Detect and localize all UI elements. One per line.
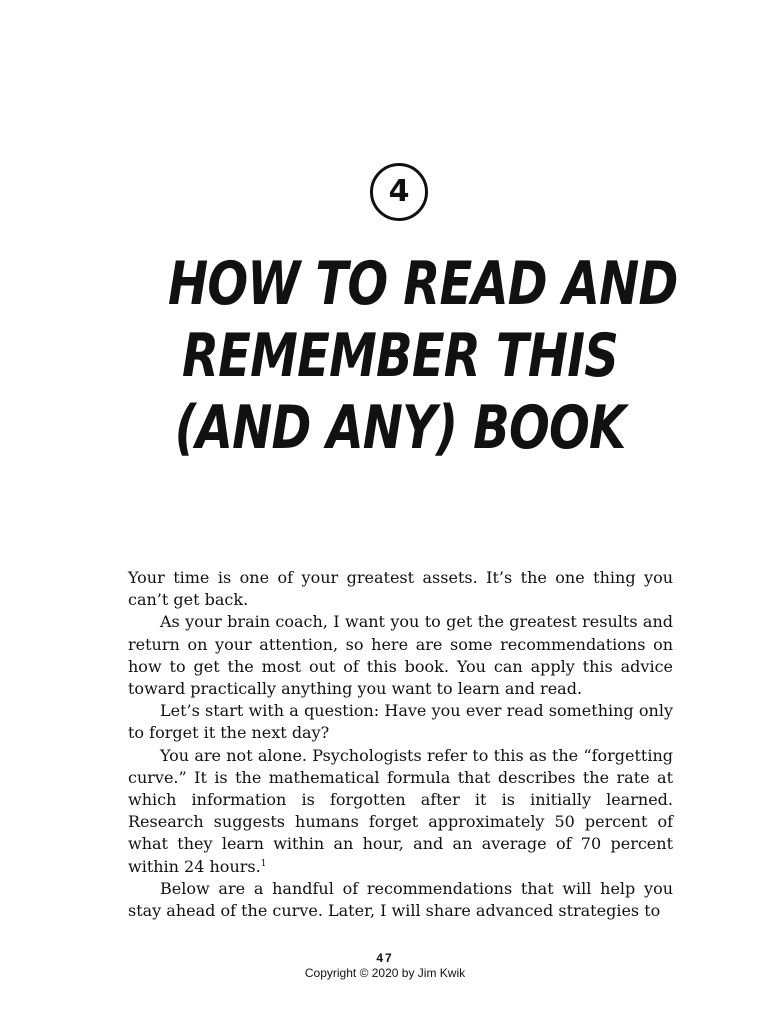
paragraph-4 [128, 745, 673, 878]
chapter-number: 4 [388, 174, 410, 209]
page-number: 47 [376, 951, 394, 965]
chapter-title-line-2: REMEMBER THIS [181, 321, 619, 391]
paragraph-1: Your time is one of your greatest assets. It’s the one thing you can’t get back. [128, 568, 673, 610]
footnote-marker: 1 [260, 858, 267, 869]
chapter-number-badge [370, 163, 428, 221]
chapter-title-line-1: HOW TO READ AND [168, 249, 678, 319]
paragraph-4-text: You are not alone. Psychologists refer to this as the “forgetting curve.” It is the mathematical formula that describes the rate at which information is forgotten after it is initially learned. Research suggests humans forget approximately 50 percent of what they learn within an hour, and an average of 70 percent within 24 hours. [128, 745, 673, 876]
paragraph-5: Below are a handful of recommendations that will help you stay ahead of the curve. Later, I will share advanced strategies to [128, 878, 673, 921]
paragraph-2: As your brain coach, I want you to get the greatest results and return on your attention, so here are some recommendations on how to get the most out of this book. You can apply this advice toward practically anything you want to learn and read. [128, 612, 673, 699]
chapter-title-line-3: (AND ANY) BOOK [174, 393, 626, 463]
paragraph-3: Let’s start with a question: Have you ever read something only to forget it the next day? [128, 701, 673, 743]
body-text [128, 567, 673, 922]
chapter-title [110, 248, 690, 464]
copyright-notice: Copyright © 2020 by Jim Kwik [304, 966, 466, 980]
